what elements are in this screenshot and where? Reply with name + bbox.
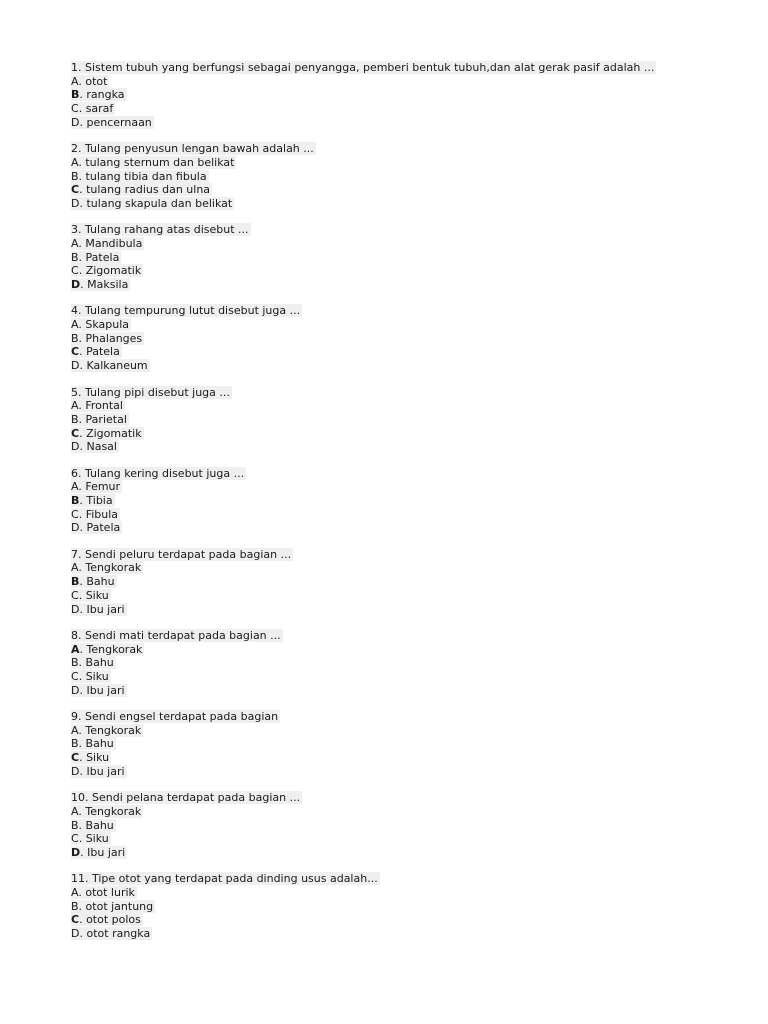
question-stem: 2. Tulang penyusun lengan bawah adalah ... (71, 142, 314, 156)
question-block-9 (71, 710, 731, 778)
option-text-wrapper: D. Ibu jari (71, 602, 125, 616)
option-text: otot polos (86, 913, 141, 927)
question-stem: 1. Sistem tubuh yang berfungsi sebagai penyangga, pemberi bentuk tubuh,dan alat gerak pasif adalah ... (71, 61, 655, 74)
option-text: Phalanges (85, 331, 143, 345)
option-text-wrapper: B. Bahu (71, 656, 114, 670)
option-letter: D (71, 115, 80, 129)
answer-option-b (71, 332, 731, 346)
option-text: Frontal (85, 399, 123, 413)
question-stem: 3. Tulang rahang atas disebut ... (71, 223, 249, 237)
answer-option-a (71, 75, 731, 89)
option-text: tulang sternum dan belikat (85, 155, 235, 169)
answer-option-c (71, 913, 731, 927)
option-letter: D (71, 359, 80, 373)
option-text: Nasal (86, 440, 117, 454)
option-letter: B (71, 899, 79, 913)
option-letter: A (71, 236, 79, 250)
option-text: otot jantung (85, 899, 154, 913)
option-letter: C (71, 426, 80, 440)
option-text: Bahu (85, 818, 114, 832)
answer-option-d (71, 684, 731, 698)
option-text: Maksila (87, 278, 129, 291)
option-text: Mandibula (85, 236, 143, 250)
answer-option-a (71, 805, 731, 819)
option-text: Parietal (85, 412, 127, 426)
option-letter: A (71, 480, 79, 494)
option-text: Tengkorak (85, 804, 142, 818)
option-letter: D (71, 927, 80, 940)
option-text: Tengkorak (85, 723, 142, 737)
answer-option-b (71, 900, 731, 914)
answer-option-a (71, 237, 731, 251)
option-letter: D (71, 196, 80, 210)
answer-option-b (71, 819, 731, 833)
answer-option-c (71, 427, 731, 441)
answer-option-b (71, 88, 731, 102)
option-text: Siku (85, 588, 109, 602)
option-letter: B (71, 818, 79, 832)
answer-option-a (71, 643, 731, 657)
option-text-wrapper: D. pencernaan (71, 115, 152, 129)
option-text-wrapper: D. Kalkaneum (71, 359, 148, 373)
option-text-wrapper: A. Mandibula (71, 236, 143, 250)
option-text-wrapper: C. saraf (71, 102, 114, 116)
question-stem: 5. Tulang pipi disebut juga ... (71, 385, 230, 399)
answer-option-c (71, 589, 731, 603)
option-letter: B (71, 494, 80, 507)
option-text-wrapper: B. Bahu (71, 818, 114, 832)
question-stem: 9. Sendi engsel terdapat pada bagian (71, 710, 279, 723)
option-text-wrapper: D. otot rangka (71, 927, 151, 940)
option-letter: B (71, 737, 79, 751)
quiz-document (71, 61, 731, 953)
option-text-wrapper: D. Ibu jari (71, 845, 126, 859)
option-letter: C (71, 345, 80, 359)
answer-option-b (71, 656, 731, 670)
option-text: Ibu jari (87, 845, 126, 859)
option-letter: D (71, 602, 80, 616)
answer-option-a (71, 480, 731, 494)
option-text: Femur (85, 480, 121, 494)
option-letter: B (71, 656, 79, 670)
answer-option-d (71, 927, 731, 941)
option-text: otot (85, 74, 108, 88)
option-text: rangka (86, 88, 125, 102)
option-text: Siku (85, 669, 109, 683)
option-text-wrapper: B. Patela (71, 250, 120, 264)
answer-option-a (71, 886, 731, 900)
answer-option-d (71, 603, 731, 617)
question-stem-line (71, 142, 731, 156)
option-text: pencernaan (86, 115, 152, 129)
option-text: Bahu (85, 737, 114, 751)
option-letter: B (71, 169, 79, 183)
question-block-4 (71, 304, 731, 372)
option-letter: A (71, 642, 80, 656)
question-stem-line (71, 386, 731, 400)
option-letter: A (71, 885, 79, 899)
option-text: Patela (85, 250, 120, 264)
answer-option-b (71, 251, 731, 265)
option-text-wrapper: A. Tengkorak (71, 723, 142, 737)
option-letter: C (71, 102, 79, 116)
answer-option-b (71, 737, 731, 751)
option-text-wrapper: C. Siku (71, 669, 109, 683)
option-letter: B (71, 250, 79, 264)
answer-option-d (71, 116, 731, 130)
option-text-wrapper: B. Bahu (71, 737, 114, 751)
option-letter: C (71, 669, 79, 683)
answer-option-b (71, 575, 731, 589)
answer-option-a (71, 399, 731, 413)
question-stem-line (71, 467, 731, 481)
option-letter: C (71, 913, 80, 927)
answer-option-d (71, 278, 731, 292)
question-stem: 4. Tulang tempurung lutut disebut juga ... (71, 304, 301, 318)
option-letter: D (71, 764, 80, 778)
option-text-wrapper: B. Bahu (71, 575, 115, 589)
answer-option-a (71, 318, 731, 332)
option-text-wrapper: A. Frontal (71, 399, 123, 413)
question-stem: 11. Tipe otot yang terdapat pada dinding usus adalah... (71, 872, 378, 886)
option-text: tulang skapula dan belikat (86, 196, 233, 210)
option-text: tulang radius dan ulna (86, 183, 211, 197)
option-letter: D (71, 683, 80, 697)
question-stem-line (71, 629, 731, 643)
option-text-wrapper: C. Siku (71, 832, 109, 846)
question-block-5 (71, 386, 731, 454)
option-letter: A (71, 318, 79, 332)
question-stem-line (71, 304, 731, 318)
answer-option-a (71, 156, 731, 170)
answer-option-d (71, 440, 731, 454)
question-block-8 (71, 629, 731, 697)
question-block-2 (71, 142, 731, 210)
option-text: Tengkorak (85, 561, 142, 575)
option-text: Tibia (86, 494, 113, 507)
option-text: Siku (85, 832, 109, 846)
option-text: Kalkaneum (86, 359, 148, 373)
option-text-wrapper: D. Patela (71, 521, 121, 535)
option-letter: A (71, 155, 79, 169)
question-block-6 (71, 467, 731, 535)
answer-option-a (71, 561, 731, 575)
option-text-wrapper: B. rangka (71, 88, 125, 102)
answer-option-b (71, 494, 731, 508)
option-text-wrapper: C. Fibula (71, 507, 119, 521)
option-text: Fibula (85, 507, 119, 521)
option-text: Ibu jari (86, 764, 125, 778)
question-stem-line (71, 61, 731, 75)
answer-option-d (71, 846, 731, 860)
question-stem: 10. Sendi pelana terdapat pada bagian ... (71, 791, 301, 805)
option-letter: B (71, 88, 80, 102)
question-stem: 8. Sendi mati terdapat pada bagian ... (71, 628, 281, 642)
option-letter: D (71, 845, 81, 859)
option-text: Patela (86, 345, 120, 359)
answer-option-c (71, 832, 731, 846)
option-text: Tengkorak (86, 642, 143, 656)
option-letter: C (71, 264, 79, 278)
answer-option-c (71, 751, 731, 765)
option-letter: D (71, 278, 81, 291)
option-text: otot lurik (85, 885, 135, 899)
question-stem: 6. Tulang kering disebut juga ... (71, 466, 245, 480)
option-text: tulang tibia dan fibula (85, 169, 207, 183)
option-text: Bahu (85, 656, 114, 670)
option-text-wrapper: C. Siku (71, 751, 110, 765)
answer-option-b (71, 170, 731, 184)
option-text-wrapper: A. otot (71, 74, 108, 88)
option-text-wrapper: D. Ibu jari (71, 764, 125, 778)
option-text: Zigomatik (86, 426, 142, 440)
option-letter: A (71, 74, 79, 88)
question-stem-line (71, 710, 731, 724)
option-text: otot rangka (86, 927, 151, 940)
question-block-1 (71, 61, 731, 129)
option-text-wrapper: B. Tibia (71, 494, 113, 507)
option-letter: A (71, 561, 79, 575)
question-block-10 (71, 791, 731, 859)
option-text: Ibu jari (86, 683, 125, 697)
option-text-wrapper: D. tulang skapula dan belikat (71, 196, 233, 210)
option-text-wrapper: C. Zigomatik (71, 426, 142, 440)
option-text: Siku (86, 751, 110, 765)
option-text-wrapper: A. Tengkorak (71, 804, 142, 818)
option-letter: B (71, 575, 80, 589)
answer-option-a (71, 724, 731, 738)
option-text-wrapper: C. tulang radius dan ulna (71, 183, 211, 197)
answer-option-c (71, 345, 731, 359)
option-text-wrapper: A. Tengkorak (71, 561, 142, 575)
option-letter: B (71, 412, 79, 426)
answer-option-c (71, 183, 731, 197)
answer-option-d (71, 359, 731, 373)
answer-option-d (71, 521, 731, 535)
option-text-wrapper: A. tulang sternum dan belikat (71, 155, 235, 169)
option-letter: C (71, 507, 79, 521)
option-letter: A (71, 399, 79, 413)
option-text-wrapper: A. Skapula (71, 318, 129, 332)
option-text-wrapper: B. otot jantung (71, 899, 154, 913)
option-text: Patela (86, 521, 121, 535)
option-letter: A (71, 723, 79, 737)
option-text-wrapper: C. Zigomatik (71, 264, 142, 278)
question-block-11 (71, 872, 731, 940)
answer-option-d (71, 197, 731, 211)
option-letter: C (71, 588, 79, 602)
option-text-wrapper: C. Patela (71, 345, 120, 359)
option-text-wrapper: A. otot lurik (71, 885, 135, 899)
option-text-wrapper: D. Nasal (71, 440, 117, 454)
option-text-wrapper: D. Ibu jari (71, 683, 125, 697)
option-text: Zigomatik (85, 264, 142, 278)
option-text-wrapper: A. Femur (71, 480, 121, 494)
option-text-wrapper: B. Parietal (71, 412, 127, 426)
option-text: Ibu jari (86, 602, 125, 616)
answer-option-b (71, 413, 731, 427)
option-text-wrapper: B. Phalanges (71, 331, 143, 345)
question-block-3 (71, 223, 731, 291)
option-letter: B (71, 331, 79, 345)
question-stem-line (71, 223, 731, 237)
option-letter: C (71, 183, 80, 197)
option-letter: A (71, 804, 79, 818)
option-text-wrapper: B. tulang tibia dan fibula (71, 169, 207, 183)
question-stem-line (71, 872, 731, 886)
question-stem: 7. Sendi peluru terdapat pada bagian ... (71, 547, 292, 561)
option-text-wrapper: D. Maksila (71, 278, 129, 291)
option-text-wrapper: C. otot polos (71, 913, 141, 927)
answer-option-c (71, 670, 731, 684)
option-text: Skapula (85, 318, 129, 332)
option-letter: C (71, 751, 80, 765)
answer-option-c (71, 102, 731, 116)
option-text-wrapper: C. Siku (71, 588, 109, 602)
option-text-wrapper: A. Tengkorak (71, 642, 143, 656)
option-text: Bahu (86, 575, 115, 589)
answer-option-c (71, 264, 731, 278)
answer-option-c (71, 508, 731, 522)
option-letter: D (71, 521, 80, 535)
question-block-7 (71, 548, 731, 616)
question-stem-line (71, 548, 731, 562)
option-text: saraf (85, 102, 114, 116)
answer-option-d (71, 765, 731, 779)
option-letter: D (71, 440, 80, 454)
option-letter: C (71, 832, 79, 846)
question-stem-line (71, 791, 731, 805)
